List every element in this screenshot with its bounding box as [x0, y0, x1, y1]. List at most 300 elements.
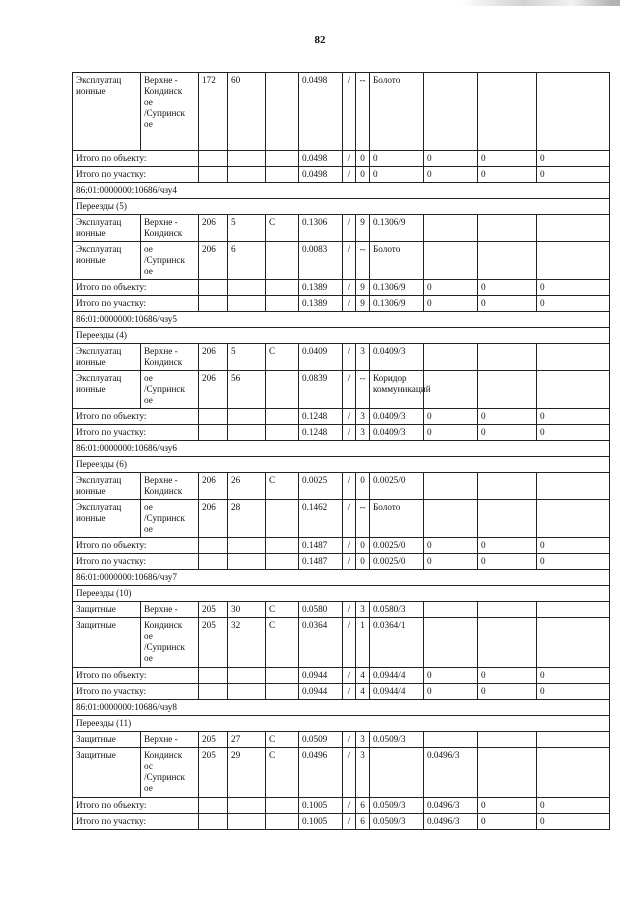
- section-row: [73, 570, 610, 586]
- table-cell: [199, 538, 228, 554]
- table-cell: 0: [537, 280, 610, 296]
- section-row: [73, 441, 610, 457]
- table-cell: 56: [228, 371, 266, 409]
- table-cell: 0.1306/9: [370, 215, 424, 242]
- total-row: [73, 409, 610, 425]
- table-cell: [266, 296, 299, 312]
- table-cell: 0: [424, 280, 478, 296]
- table-cell: /: [343, 618, 356, 668]
- table-cell: 0: [478, 425, 537, 441]
- table-cell: 0.0944/4: [370, 668, 424, 684]
- table-cell: 0.0580/3: [370, 602, 424, 618]
- table-cell: [199, 151, 228, 167]
- section-row: [73, 716, 610, 732]
- table-cell: 0.1248: [299, 425, 343, 441]
- table-cell: [370, 748, 424, 798]
- table-cell: [266, 798, 299, 814]
- table-cell: Эксплуатац ионные: [73, 73, 141, 151]
- table-cell: ое /Супринск ое: [141, 242, 199, 280]
- table-cell: 0: [478, 409, 537, 425]
- table-cell: 0: [478, 798, 537, 814]
- table-cell: [537, 73, 610, 151]
- total-label: Итого по участку:: [73, 296, 199, 312]
- table-cell: [478, 500, 537, 538]
- table-cell: 0.0409/3: [370, 344, 424, 371]
- table-cell: [228, 296, 266, 312]
- table-cell: /: [343, 167, 356, 183]
- table-cell: --: [356, 73, 370, 151]
- table-cell: --: [356, 500, 370, 538]
- section-row: [73, 312, 610, 328]
- table-cell: 0.0025/0: [370, 538, 424, 554]
- table-cell: /: [343, 500, 356, 538]
- table-cell: 0: [356, 151, 370, 167]
- table-cell: Верхне - Кондинск: [141, 215, 199, 242]
- table-cell: 9: [356, 296, 370, 312]
- table-row: [73, 344, 610, 371]
- page-number: 82: [314, 34, 326, 46]
- table-cell: 3: [356, 748, 370, 798]
- table-cell: 0.0083: [299, 242, 343, 280]
- table-cell: Кондинск ое /Супринск ое: [141, 618, 199, 668]
- table-cell: /: [343, 554, 356, 570]
- table-cell: 172: [199, 73, 228, 151]
- section-row: [73, 328, 610, 344]
- total-row: [73, 798, 610, 814]
- table-cell: 0.1462: [299, 500, 343, 538]
- table-cell: 206: [199, 500, 228, 538]
- total-label: Итого по объекту:: [73, 280, 199, 296]
- table-cell: 206: [199, 215, 228, 242]
- table-cell: 0.1306/9: [370, 280, 424, 296]
- table-cell: 0: [370, 167, 424, 183]
- table-cell: 0.0509/3: [370, 732, 424, 748]
- table-cell: 0: [424, 684, 478, 700]
- table-cell: 0.0580: [299, 602, 343, 618]
- table-cell: /: [343, 538, 356, 554]
- table-cell: [424, 344, 478, 371]
- table-cell: [228, 409, 266, 425]
- table-cell: 3: [356, 602, 370, 618]
- table-row: [73, 473, 610, 500]
- total-row: [73, 668, 610, 684]
- table-cell: --: [356, 242, 370, 280]
- table-cell: 3: [356, 409, 370, 425]
- table-cell: 0: [537, 296, 610, 312]
- table-cell: 9: [356, 280, 370, 296]
- total-row: [73, 425, 610, 441]
- table-cell: /: [343, 344, 356, 371]
- table-cell: 30: [228, 602, 266, 618]
- table-cell: [424, 602, 478, 618]
- table-cell: Болото: [370, 500, 424, 538]
- table-cell: [478, 602, 537, 618]
- total-row: [73, 684, 610, 700]
- table-cell: 0.0496/3: [424, 814, 478, 830]
- table-cell: 0: [478, 167, 537, 183]
- table-cell: 0: [478, 280, 537, 296]
- table-cell: 6: [356, 798, 370, 814]
- table-cell: 0: [356, 538, 370, 554]
- table-cell: 9: [356, 215, 370, 242]
- table-cell: 6: [228, 242, 266, 280]
- total-row: [73, 167, 610, 183]
- table-cell: 0.1306: [299, 215, 343, 242]
- table-cell: [266, 242, 299, 280]
- table-cell: 0: [478, 296, 537, 312]
- table-cell: 0: [537, 554, 610, 570]
- table-cell: /: [343, 473, 356, 500]
- table-cell: [424, 473, 478, 500]
- table-cell: 0: [537, 814, 610, 830]
- table-cell: 0.0496/3: [424, 798, 478, 814]
- table-cell: 0: [478, 684, 537, 700]
- table-cell: Защитные: [73, 602, 141, 618]
- table-cell: [537, 748, 610, 798]
- total-label: Итого по объекту:: [73, 151, 199, 167]
- table-cell: [199, 425, 228, 441]
- table-cell: [266, 684, 299, 700]
- table-row: [73, 371, 610, 409]
- total-row: [73, 296, 610, 312]
- table-cell: ое /Супринск ое: [141, 371, 199, 409]
- table-cell: 0: [424, 668, 478, 684]
- section-row: [73, 457, 610, 473]
- table-cell: 0: [424, 296, 478, 312]
- table-cell: 0.0496: [299, 748, 343, 798]
- table-cell: 206: [199, 473, 228, 500]
- table-cell: /: [343, 814, 356, 830]
- table-cell: Болото: [370, 242, 424, 280]
- table-cell: 0: [478, 151, 537, 167]
- table-cell: [478, 473, 537, 500]
- table-cell: [424, 215, 478, 242]
- table-cell: 205: [199, 618, 228, 668]
- table-cell: 0.0944: [299, 668, 343, 684]
- table-body: [73, 73, 610, 830]
- table-cell: 32: [228, 618, 266, 668]
- table-cell: 0: [424, 538, 478, 554]
- table-cell: [537, 344, 610, 371]
- section-row: [73, 700, 610, 716]
- table-cell: 0.0944/4: [370, 684, 424, 700]
- table-cell: 0.0509/3: [370, 814, 424, 830]
- table-cell: 0.0409/3: [370, 409, 424, 425]
- table-cell: 0: [424, 167, 478, 183]
- total-label: Итого по участку:: [73, 684, 199, 700]
- table-cell: [228, 668, 266, 684]
- table-cell: Эксплуатац ионные: [73, 242, 141, 280]
- table-cell: [266, 280, 299, 296]
- total-label: Итого по участку:: [73, 814, 199, 830]
- table-cell: [478, 371, 537, 409]
- table-cell: [424, 500, 478, 538]
- table-cell: [537, 215, 610, 242]
- table-cell: Коридор коммуникаций: [370, 371, 424, 409]
- table-cell: ое /Супринск ое: [141, 500, 199, 538]
- section-label: 86:01:0000000:10686/чзу6: [73, 441, 610, 457]
- scan-artifact: [460, 0, 620, 6]
- table-cell: [266, 554, 299, 570]
- table-cell: /: [343, 280, 356, 296]
- table-cell: 0.1487: [299, 554, 343, 570]
- table-row: [73, 242, 610, 280]
- table-cell: [228, 425, 266, 441]
- table-cell: 6: [356, 814, 370, 830]
- table-cell: Верхне -: [141, 602, 199, 618]
- table-cell: 0.0498: [299, 151, 343, 167]
- table-cell: /: [343, 798, 356, 814]
- table-cell: [199, 554, 228, 570]
- table-cell: Эксплуатац ионные: [73, 473, 141, 500]
- table-cell: Защитные: [73, 732, 141, 748]
- total-row: [73, 814, 610, 830]
- table-cell: [228, 554, 266, 570]
- table-cell: Эксплуатац ионные: [73, 215, 141, 242]
- table-cell: [478, 242, 537, 280]
- table-row: [73, 602, 610, 618]
- table-cell: [266, 668, 299, 684]
- table-cell: Верхне - Кондинск: [141, 473, 199, 500]
- table-cell: 1: [356, 618, 370, 668]
- table-row: [73, 618, 610, 668]
- table-cell: [424, 242, 478, 280]
- table-cell: С: [266, 473, 299, 500]
- table-cell: 0.1306/9: [370, 296, 424, 312]
- table-row: [73, 73, 610, 151]
- table-cell: 60: [228, 73, 266, 151]
- table-cell: [537, 602, 610, 618]
- table-row: [73, 500, 610, 538]
- table-cell: 26: [228, 473, 266, 500]
- table-cell: [478, 748, 537, 798]
- table-cell: Болото: [370, 73, 424, 151]
- table-cell: /: [343, 151, 356, 167]
- total-row: [73, 554, 610, 570]
- table-cell: [199, 409, 228, 425]
- table-cell: Защитные: [73, 748, 141, 798]
- section-label: 86:01:0000000:10686/чзу8: [73, 700, 610, 716]
- table-cell: [199, 296, 228, 312]
- table-cell: [228, 280, 266, 296]
- table-cell: 0.0509: [299, 732, 343, 748]
- table-cell: 206: [199, 344, 228, 371]
- table-cell: 0: [424, 425, 478, 441]
- table-cell: 205: [199, 732, 228, 748]
- table-cell: --: [356, 371, 370, 409]
- table-cell: С: [266, 748, 299, 798]
- total-label: Итого по участку:: [73, 425, 199, 441]
- table-cell: 0: [537, 668, 610, 684]
- total-label: Итого по участку:: [73, 554, 199, 570]
- table-cell: [266, 425, 299, 441]
- table-cell: [424, 732, 478, 748]
- table-cell: 0: [478, 554, 537, 570]
- table-cell: [199, 167, 228, 183]
- table-cell: Эксплуатац ионные: [73, 371, 141, 409]
- table-cell: [537, 732, 610, 748]
- section-row: [73, 183, 610, 199]
- table-cell: /: [343, 602, 356, 618]
- table-cell: [478, 732, 537, 748]
- table-cell: 0: [356, 167, 370, 183]
- section-label: 86:01:0000000:10686/чзу4: [73, 183, 610, 199]
- table-cell: 0.0839: [299, 371, 343, 409]
- table-cell: [537, 500, 610, 538]
- land-plot-table: [72, 72, 610, 830]
- section-label: Переезды (5): [73, 199, 610, 215]
- table-cell: [266, 371, 299, 409]
- section-row: [73, 199, 610, 215]
- table-cell: 0: [537, 151, 610, 167]
- table-cell: 0: [370, 151, 424, 167]
- table-cell: 205: [199, 748, 228, 798]
- table-cell: [266, 167, 299, 183]
- table-cell: [199, 668, 228, 684]
- table-cell: Эксплуатац ионные: [73, 500, 141, 538]
- section-label: Переезды (11): [73, 716, 610, 732]
- table-cell: [228, 814, 266, 830]
- table-cell: 0.0498: [299, 167, 343, 183]
- table-cell: /: [343, 242, 356, 280]
- table-cell: 5: [228, 215, 266, 242]
- table-cell: [537, 618, 610, 668]
- table-cell: Кондинск ос /Супринск ое: [141, 748, 199, 798]
- table-cell: 206: [199, 242, 228, 280]
- table-cell: Защитные: [73, 618, 141, 668]
- table-cell: [228, 167, 266, 183]
- table-cell: 0: [537, 538, 610, 554]
- table-cell: [537, 473, 610, 500]
- table-cell: 0: [537, 425, 610, 441]
- table-cell: [424, 73, 478, 151]
- table-cell: 0: [537, 167, 610, 183]
- table-row: [73, 748, 610, 798]
- table-cell: Верхне - Кондинск: [141, 344, 199, 371]
- table-cell: 0.1389: [299, 296, 343, 312]
- table-cell: /: [343, 684, 356, 700]
- table-cell: 5: [228, 344, 266, 371]
- table-cell: [228, 684, 266, 700]
- total-label: Итого по участку:: [73, 167, 199, 183]
- table-cell: 0.0364: [299, 618, 343, 668]
- table-cell: [266, 814, 299, 830]
- section-label: 86:01:0000000:10686/чзу7: [73, 570, 610, 586]
- table-cell: Верхне -: [141, 732, 199, 748]
- table-row: [73, 215, 610, 242]
- table-cell: [228, 538, 266, 554]
- table-cell: 0.0364/1: [370, 618, 424, 668]
- section-row: [73, 586, 610, 602]
- table-cell: [266, 538, 299, 554]
- table-cell: [266, 409, 299, 425]
- table-cell: С: [266, 618, 299, 668]
- table-cell: [199, 280, 228, 296]
- table-cell: [424, 371, 478, 409]
- table-cell: [228, 798, 266, 814]
- table-cell: 0: [424, 409, 478, 425]
- table-cell: С: [266, 732, 299, 748]
- table-cell: 0.1005: [299, 814, 343, 830]
- section-label: Переезды (4): [73, 328, 610, 344]
- table-cell: [478, 215, 537, 242]
- table-cell: 27: [228, 732, 266, 748]
- total-label: Итого по объекту:: [73, 538, 199, 554]
- total-label: Итого по объекту:: [73, 668, 199, 684]
- table-cell: [228, 151, 266, 167]
- table-cell: [478, 618, 537, 668]
- section-label: Переезды (6): [73, 457, 610, 473]
- table-cell: 0.0025/0: [370, 473, 424, 500]
- table-cell: 28: [228, 500, 266, 538]
- table-cell: [478, 73, 537, 151]
- table-cell: 0.0944: [299, 684, 343, 700]
- table-cell: [266, 500, 299, 538]
- table-cell: [537, 242, 610, 280]
- table-cell: 0.0025/0: [370, 554, 424, 570]
- table-cell: 205: [199, 602, 228, 618]
- table-cell: 3: [356, 344, 370, 371]
- table-cell: Эксплуатац ионные: [73, 344, 141, 371]
- total-label: Итого по объекту:: [73, 409, 199, 425]
- table-cell: 0.0409: [299, 344, 343, 371]
- table-cell: 0.1389: [299, 280, 343, 296]
- table-cell: 0: [478, 538, 537, 554]
- table-cell: 0.0509/3: [370, 798, 424, 814]
- table-cell: /: [343, 371, 356, 409]
- table-cell: С: [266, 215, 299, 242]
- table-cell: 0: [478, 814, 537, 830]
- table-cell: /: [343, 215, 356, 242]
- table-cell: 4: [356, 668, 370, 684]
- table-cell: 0.0409/3: [370, 425, 424, 441]
- table-cell: /: [343, 296, 356, 312]
- table-cell: 0.0496/3: [424, 748, 478, 798]
- table-cell: /: [343, 73, 356, 151]
- total-row: [73, 280, 610, 296]
- table-cell: 0: [356, 473, 370, 500]
- table-cell: /: [343, 668, 356, 684]
- table-cell: [424, 618, 478, 668]
- total-label: Итого по объекту:: [73, 798, 199, 814]
- table-cell: /: [343, 748, 356, 798]
- table-cell: 0: [424, 151, 478, 167]
- table-cell: [266, 151, 299, 167]
- table-cell: 0: [424, 554, 478, 570]
- total-row: [73, 151, 610, 167]
- table-cell: 29: [228, 748, 266, 798]
- table-cell: 3: [356, 425, 370, 441]
- table-cell: [199, 684, 228, 700]
- table-cell: 0.0025: [299, 473, 343, 500]
- table-cell: С: [266, 602, 299, 618]
- table-cell: 0: [537, 409, 610, 425]
- table-cell: 0.0498: [299, 73, 343, 151]
- table-cell: /: [343, 425, 356, 441]
- table-cell: 0: [537, 798, 610, 814]
- table-cell: 0.1005: [299, 798, 343, 814]
- table-row: [73, 732, 610, 748]
- table-cell: С: [266, 344, 299, 371]
- table-cell: 0.1248: [299, 409, 343, 425]
- table-cell: [266, 73, 299, 151]
- table-cell: 206: [199, 371, 228, 409]
- table-cell: Верхне - Кондинск ое /Супринск ое: [141, 73, 199, 151]
- section-label: Переезды (10): [73, 586, 610, 602]
- table-cell: 0: [478, 668, 537, 684]
- table-cell: /: [343, 732, 356, 748]
- table-cell: 0: [356, 554, 370, 570]
